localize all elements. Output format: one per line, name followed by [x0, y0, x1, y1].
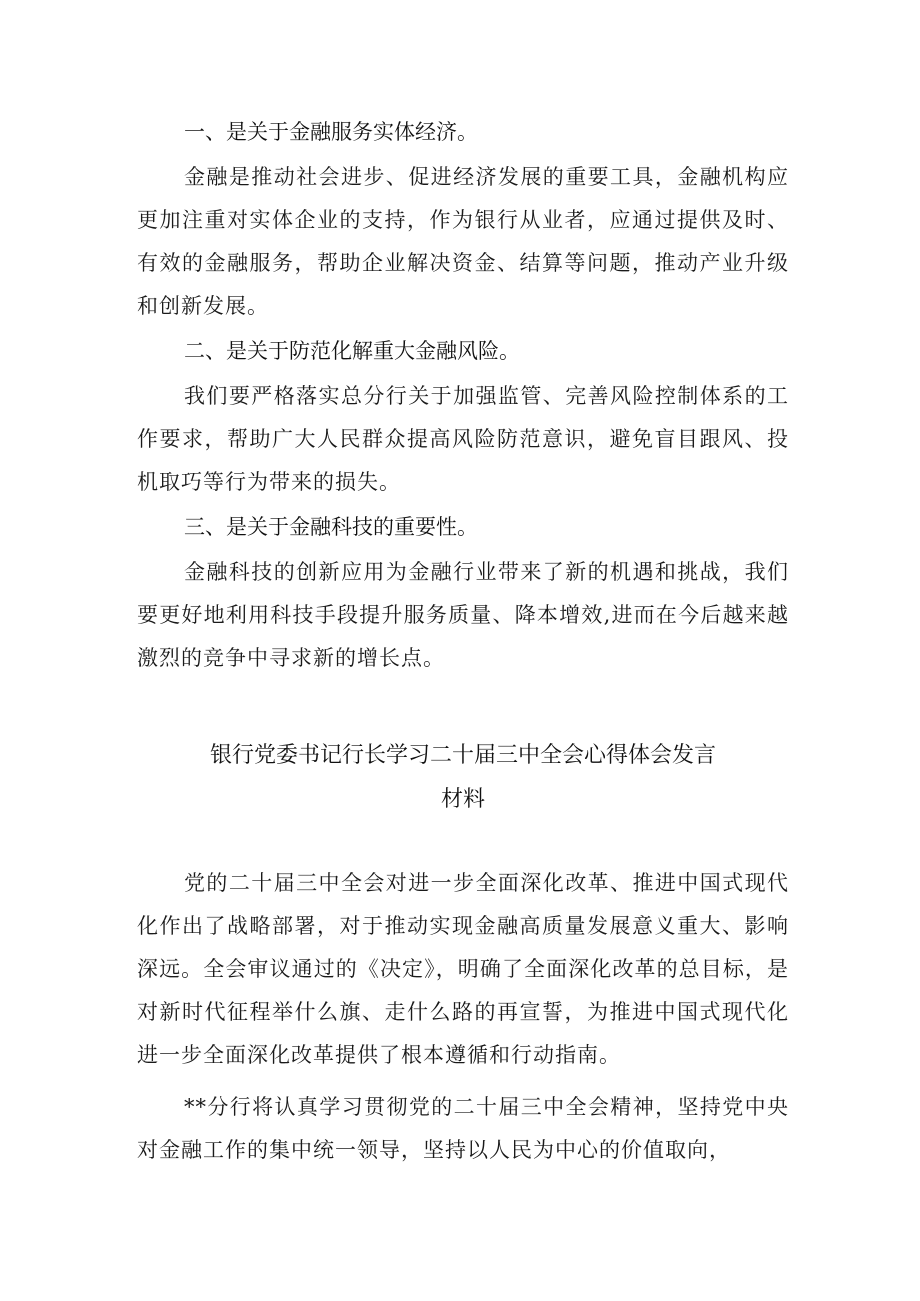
article-body [137, 862, 789, 1181]
section-body-1: 金融是推动社会进步、促进经济发展的重要工具，金融机构应更加注重对实体企业的支持，作为银行从业者，应通过提供及时、有效的金融服务，帮助企业解决资金、结算等问题，推动产业升级和创新发展。 [137, 165, 789, 318]
section-heading-3: 三、是关于金融科技的重要性。 [184, 515, 478, 539]
article-title-line-2: 材料 [440, 787, 485, 812]
section-heading-2: 二、是关于防范化解重大金融风险。 [184, 339, 520, 363]
section-body-3: 金融科技的创新应用为金融行业带来了新的机遇和挑战，我们要更好地利用科技手段提升服务质量、降本增效,进而在今后越来越激烈的竞争中寻求新的增长点。 [137, 560, 789, 670]
article-title [137, 734, 789, 822]
section-heading-1: 一、是关于金融服务实体经济。 [184, 120, 478, 144]
article-title-line-1: 银行党委书记行长学习二十届三中全会心得体会发言 [209, 743, 716, 768]
article-paragraph-1: 党的二十届三中全会对进一步全面深化改革、推进中国式现代化作出了战略部署，对于推动实现金融高质量发展意义重大、影响深远。全会审议通过的《决定》，明确了全面深化改革的总目标，是对新时代征程举什么旗、走什么路的再宣誓，为推进中国式现代化进一步全面深化改革提供了根本遵循和行动指南。 [137, 871, 789, 1067]
section-body-2: 我们要严格落实总分行关于加强监管、完善风险控制体系的工作要求，帮助广大人民群众提高风险防范意识，避免盲目跟风、投机取巧等行为带来的损失。 [137, 384, 789, 494]
article-paragraph-2: **分行将认真学习贯彻党的二十届三中全会精神，坚持党中央对金融工作的集中统一领导，坚持以人民为中心的价值取向， [137, 1095, 789, 1162]
speech-excerpt [137, 118, 789, 689]
